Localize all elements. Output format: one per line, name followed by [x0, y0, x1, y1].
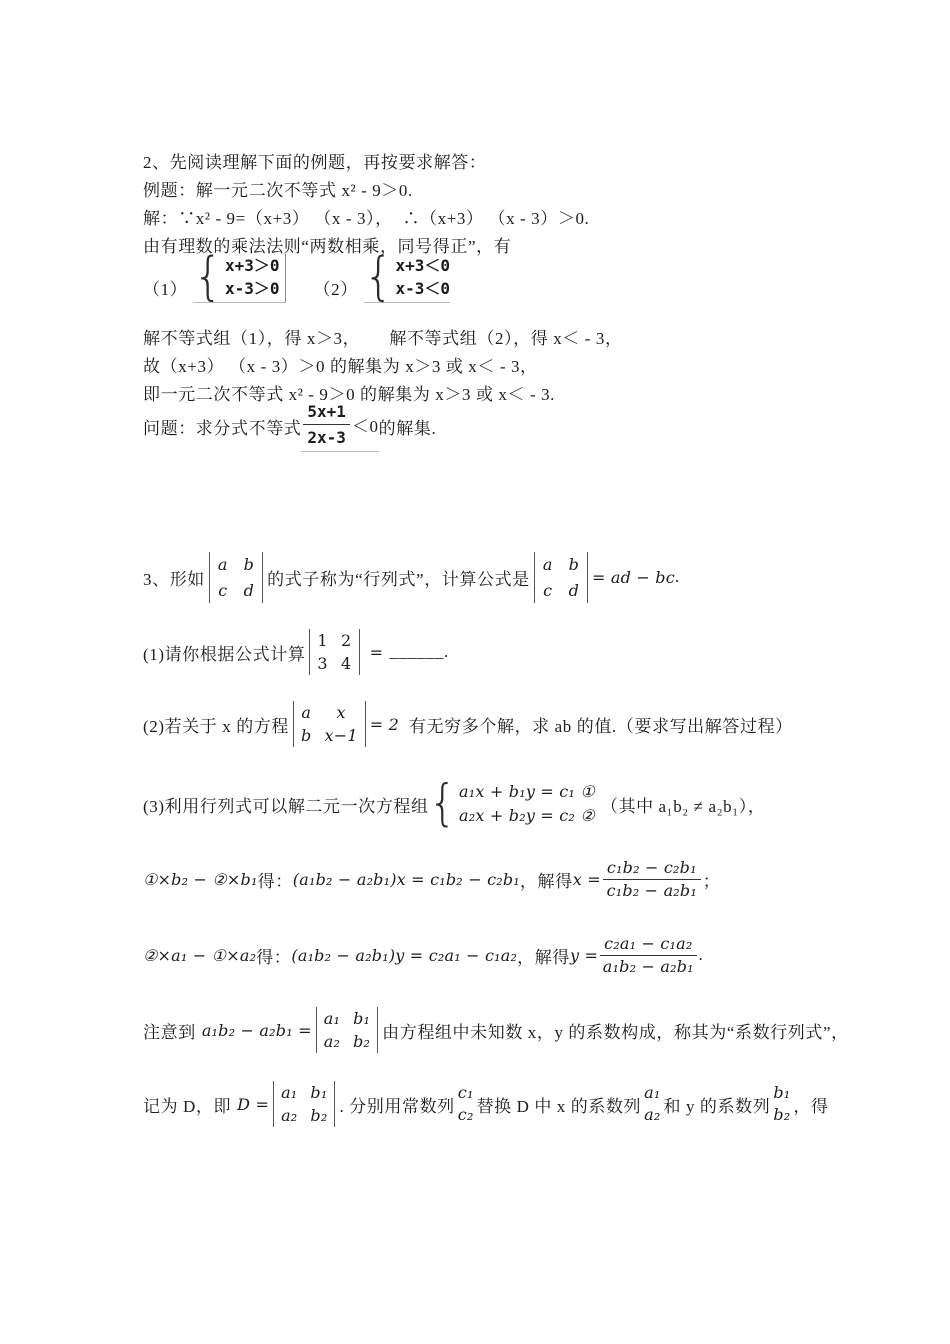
- problem2-question-row: [143, 400, 436, 452]
- det-cell: 4: [341, 654, 352, 673]
- d-determinant: [273, 1081, 335, 1127]
- step2-fraction: [600, 934, 696, 977]
- det-cell: a: [301, 703, 312, 722]
- coefficient-determinant-note-row: [143, 1002, 849, 1058]
- q2-prefix: (2)若关于 x 的方程: [143, 716, 290, 736]
- elimination-step-2-row: [143, 926, 703, 984]
- det-cell: 2: [341, 631, 352, 650]
- problem3-intro-row: [143, 546, 680, 608]
- determinant-formula: [534, 552, 588, 603]
- step2-lhs: y =: [569, 945, 599, 965]
- det-cell: 1: [317, 631, 329, 650]
- system-1-row-1: x+3＞0: [224, 255, 280, 275]
- relation-symbol: ＜0: [351, 417, 379, 436]
- step1-mid: ，解得: [519, 871, 573, 891]
- det-cell: a₂: [281, 1106, 298, 1125]
- final-mid1: . 分别用常数列: [339, 1096, 455, 1116]
- step1-operation: ①×b₂ − ②×b₁: [143, 869, 258, 889]
- det-cell: b₁: [353, 1009, 371, 1028]
- elimination-step-1-row: [143, 850, 720, 908]
- x-coefficient-column: [644, 1082, 660, 1125]
- coefficient-determinant: [316, 1007, 378, 1053]
- system-equation-2: a₂x + b₂y = c₂ ②: [459, 806, 595, 825]
- step1-fraction: [603, 858, 701, 901]
- question-suffix: 的解集.: [378, 418, 437, 438]
- q2-suffix: 有无穷多个解，求 ab 的值.（要求写出解答过程）: [408, 716, 793, 736]
- problem2-solve-line: 解不等式组（1），得 x＞3， 解不等式组（2），得 x＜ - 3，: [143, 329, 623, 348]
- q1-equals: =: [369, 642, 384, 662]
- fraction-denominator: c₁b₂ − a₂b₁: [606, 880, 697, 900]
- sentence-period: .: [674, 567, 680, 586]
- det-cell: x−1: [324, 726, 358, 745]
- problem2-conclusion-2: 即一元二次不等式 x² - 9＞0 的解集为 x＞3 或 x＜ - 3.: [143, 385, 556, 404]
- system-2-row-2: x-3＜0: [395, 278, 451, 298]
- problem3-q3-row: [143, 776, 765, 832]
- formula-result: = ad − bc: [592, 567, 675, 587]
- problem2-title: 2、先阅读理解下面的例题，再按要求解答：: [143, 153, 487, 172]
- constant-column: [458, 1082, 474, 1125]
- column-entry: a₁: [644, 1083, 661, 1103]
- left-brace-icon: {: [193, 245, 223, 306]
- final-mid3: 和 y 的系数列: [663, 1096, 771, 1116]
- question-prefix: 问题：求分式不等式: [143, 418, 302, 438]
- fraction-denominator: 2x-3: [307, 428, 346, 447]
- problem2-rule-line: 由有理数的乘法法则“两数相乘，同号得正”，有: [143, 237, 512, 256]
- problem2-conclusion-1: 故（x+3） （x - 3）＞0 的解集为 x＞3 或 x＜ - 3，: [143, 357, 538, 376]
- problem2-example: 例题：解一元二次不等式 x² - 9＞0.: [143, 181, 413, 200]
- problem3-mid: 的式子称为“行列式”，计算公式是: [267, 569, 530, 589]
- det-cell: b₁: [310, 1083, 328, 1102]
- left-brace-icon: {: [363, 245, 394, 306]
- system-2: [363, 245, 451, 306]
- det-cell: b₂: [310, 1106, 328, 1125]
- det-cell: b: [568, 554, 580, 574]
- det-cell: d: [243, 580, 255, 600]
- column-entry: c₁: [457, 1083, 474, 1103]
- step2-mid: ，解得: [517, 947, 570, 967]
- system-1-row-2: x-3＞0: [224, 278, 280, 298]
- linear-system: [428, 775, 595, 833]
- left-brace-icon: {: [428, 775, 458, 833]
- det-cell: 3: [317, 654, 329, 673]
- det-cell: d: [568, 580, 580, 600]
- problem3-q2-row: [143, 700, 793, 748]
- det-cell: x: [336, 703, 346, 722]
- det-cell: a: [542, 554, 553, 574]
- step2-tail: .: [698, 945, 704, 964]
- step1-solution: [573, 858, 703, 901]
- system-2-row-1: x+3＜0: [395, 255, 451, 275]
- note-expression: a₁b₂ − a₂b₁ =: [201, 1020, 312, 1040]
- det-cell: b: [301, 726, 312, 745]
- step2-de: 得：: [256, 947, 292, 967]
- determinant-equation: [293, 701, 366, 747]
- det-cell: a₁: [323, 1009, 341, 1028]
- d-equals: D =: [237, 1094, 270, 1114]
- system-1: [193, 245, 285, 306]
- system-equation-1: a₁x + b₁y = c₁ ①: [459, 782, 595, 801]
- system-1-label: （1）: [143, 280, 188, 299]
- final-prefix: 记为 D，即: [143, 1096, 232, 1116]
- det-cell: a₂: [323, 1032, 341, 1051]
- step1-tail: ；: [702, 871, 721, 891]
- step2-equation: (a₁b₂ − a₂b₁)y = c₂a₁ − c₁a₂: [291, 945, 518, 965]
- det-cell: c: [543, 580, 553, 600]
- q3-condition: （其中 a₁b₂ ≠ a₂b₁），: [600, 796, 766, 816]
- q1-answer-blank: ______.: [389, 642, 449, 661]
- problem2-solution-step: 解：∵x² - 9=（x+3） （x - 3）， ∴（x+3） （x - 3）＞0.: [143, 209, 590, 228]
- q1-prefix: (1)请你根据公式计算: [143, 644, 306, 664]
- note-prefix: 注意到: [143, 1022, 196, 1042]
- step2-solution: [570, 934, 699, 977]
- column-entry: c₂: [457, 1105, 474, 1124]
- y-coefficient-column: [773, 1082, 790, 1125]
- column-entry: a₂: [644, 1105, 661, 1124]
- inequality-systems-row: [143, 245, 451, 306]
- fraction-numerator: 5x+1: [303, 400, 350, 425]
- system-2-label: （2）: [313, 280, 358, 299]
- step1-de: 得：: [257, 871, 293, 891]
- final-line-row: [143, 1076, 829, 1132]
- q3-prefix: (3)利用行列式可以解二元一次方程组: [143, 796, 429, 816]
- note-suffix: 由方程组中未知数 x，y 的系数构成，称其为“系数行列式”，: [382, 1022, 849, 1042]
- det-cell: a₁: [281, 1083, 298, 1102]
- final-mid2: 替换 D 中 x 的系数列: [476, 1096, 642, 1116]
- step1-equation: (a₁b₂ − a₂b₁)x = c₁b₂ − c₂b₁: [292, 869, 520, 889]
- fraction-numerator: c₂a₁ − c₁a₂: [600, 934, 696, 956]
- det-cell: c: [218, 580, 228, 600]
- final-tail: ，得: [793, 1096, 829, 1116]
- fraction-denominator: a₁b₂ − a₂b₁: [602, 956, 694, 976]
- column-entry: b₁: [773, 1083, 791, 1103]
- fraction-inequality: [301, 400, 378, 452]
- det-cell: b: [243, 554, 255, 574]
- fraction-numerator: c₁b₂ − c₂b₁: [603, 858, 701, 880]
- q2-equals-2: = 2: [369, 714, 399, 734]
- problem3-prefix: 3、形如: [143, 569, 205, 589]
- det-cell: b₂: [353, 1032, 371, 1051]
- problem3-q1-row: [143, 628, 449, 676]
- determinant-generic: [209, 552, 263, 603]
- step1-lhs: x =: [572, 869, 601, 889]
- step2-operation: ②×a₁ − ①×a₂: [143, 945, 257, 965]
- fraction: [303, 400, 350, 449]
- determinant-1234: [309, 629, 359, 675]
- det-cell: a: [217, 554, 228, 574]
- column-entry: b₂: [773, 1105, 791, 1124]
